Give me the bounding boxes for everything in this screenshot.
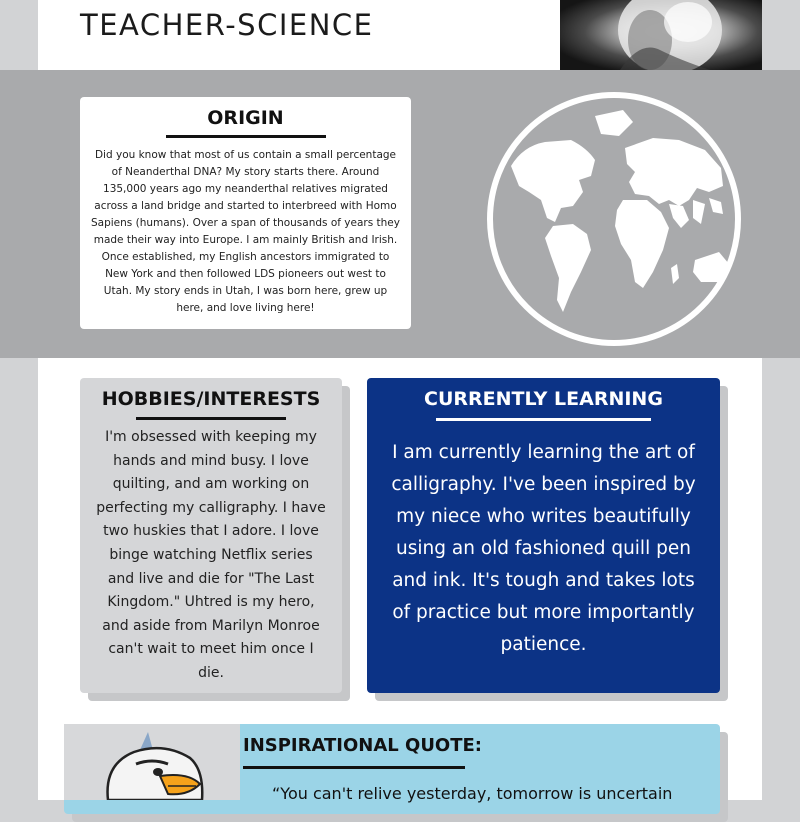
- quote-title: INSPIRATIONAL QUOTE:: [243, 735, 483, 756]
- eagle-mascot-icon: [64, 724, 240, 800]
- quote-title-divider: [243, 766, 465, 769]
- learning-title-divider: [436, 418, 651, 421]
- origin-card: [80, 97, 411, 329]
- learning-card: [367, 378, 720, 693]
- quote-text: “You can't relive yesterday, tomorrow is uncertain: [272, 784, 673, 803]
- hobbies-title: HOBBIES/INTERESTS: [101, 388, 321, 410]
- globe-icon: [483, 88, 745, 350]
- mascot-panel: [64, 724, 240, 800]
- origin-title-divider: [166, 135, 326, 138]
- origin-title: ORIGIN: [207, 107, 284, 129]
- hobbies-text: I'm obsessed with keeping my hands and mind busy. I love quilting, and am working on perfecting my calligraphy. I have two huskies that I adore. I love binge watching Netflix series and live and die for "The Last Kingdom." Uhtred is my hero, and aside from Marilyn Monroe can't wait to meet him once I die.: [96, 429, 326, 681]
- learning-title: CURRENTLY LEARNING: [424, 388, 663, 410]
- hobbies-card: [80, 378, 342, 693]
- page-title: TEACHER-SCIENCE: [80, 8, 374, 42]
- learning-text: I am currently learning the art of calligraphy. I've been inspired by my niece who writes beautifully using an old fashioned quill pen and ink. It's tough and takes lots of practice but more importantly patience.: [391, 442, 696, 655]
- profile-photo: [560, 0, 762, 70]
- hobbies-title-divider: [136, 417, 286, 420]
- origin-text: Did you know that most of us contain a small percentage of Neanderthal DNA? My story starts there. Around 135,000 years ago my neanderthal relatives migrated across a land bridge and started to interbreed with Homo Sapiens (humans). Over a span of thousands of years they made their way into Europe. I am mainly British and Irish. Once established, my English ancestors immigrated to New York and then followed LDS pioneers out west to Utah. My story ends in Utah, I was born here, grew up here, and love living here!: [91, 149, 400, 314]
